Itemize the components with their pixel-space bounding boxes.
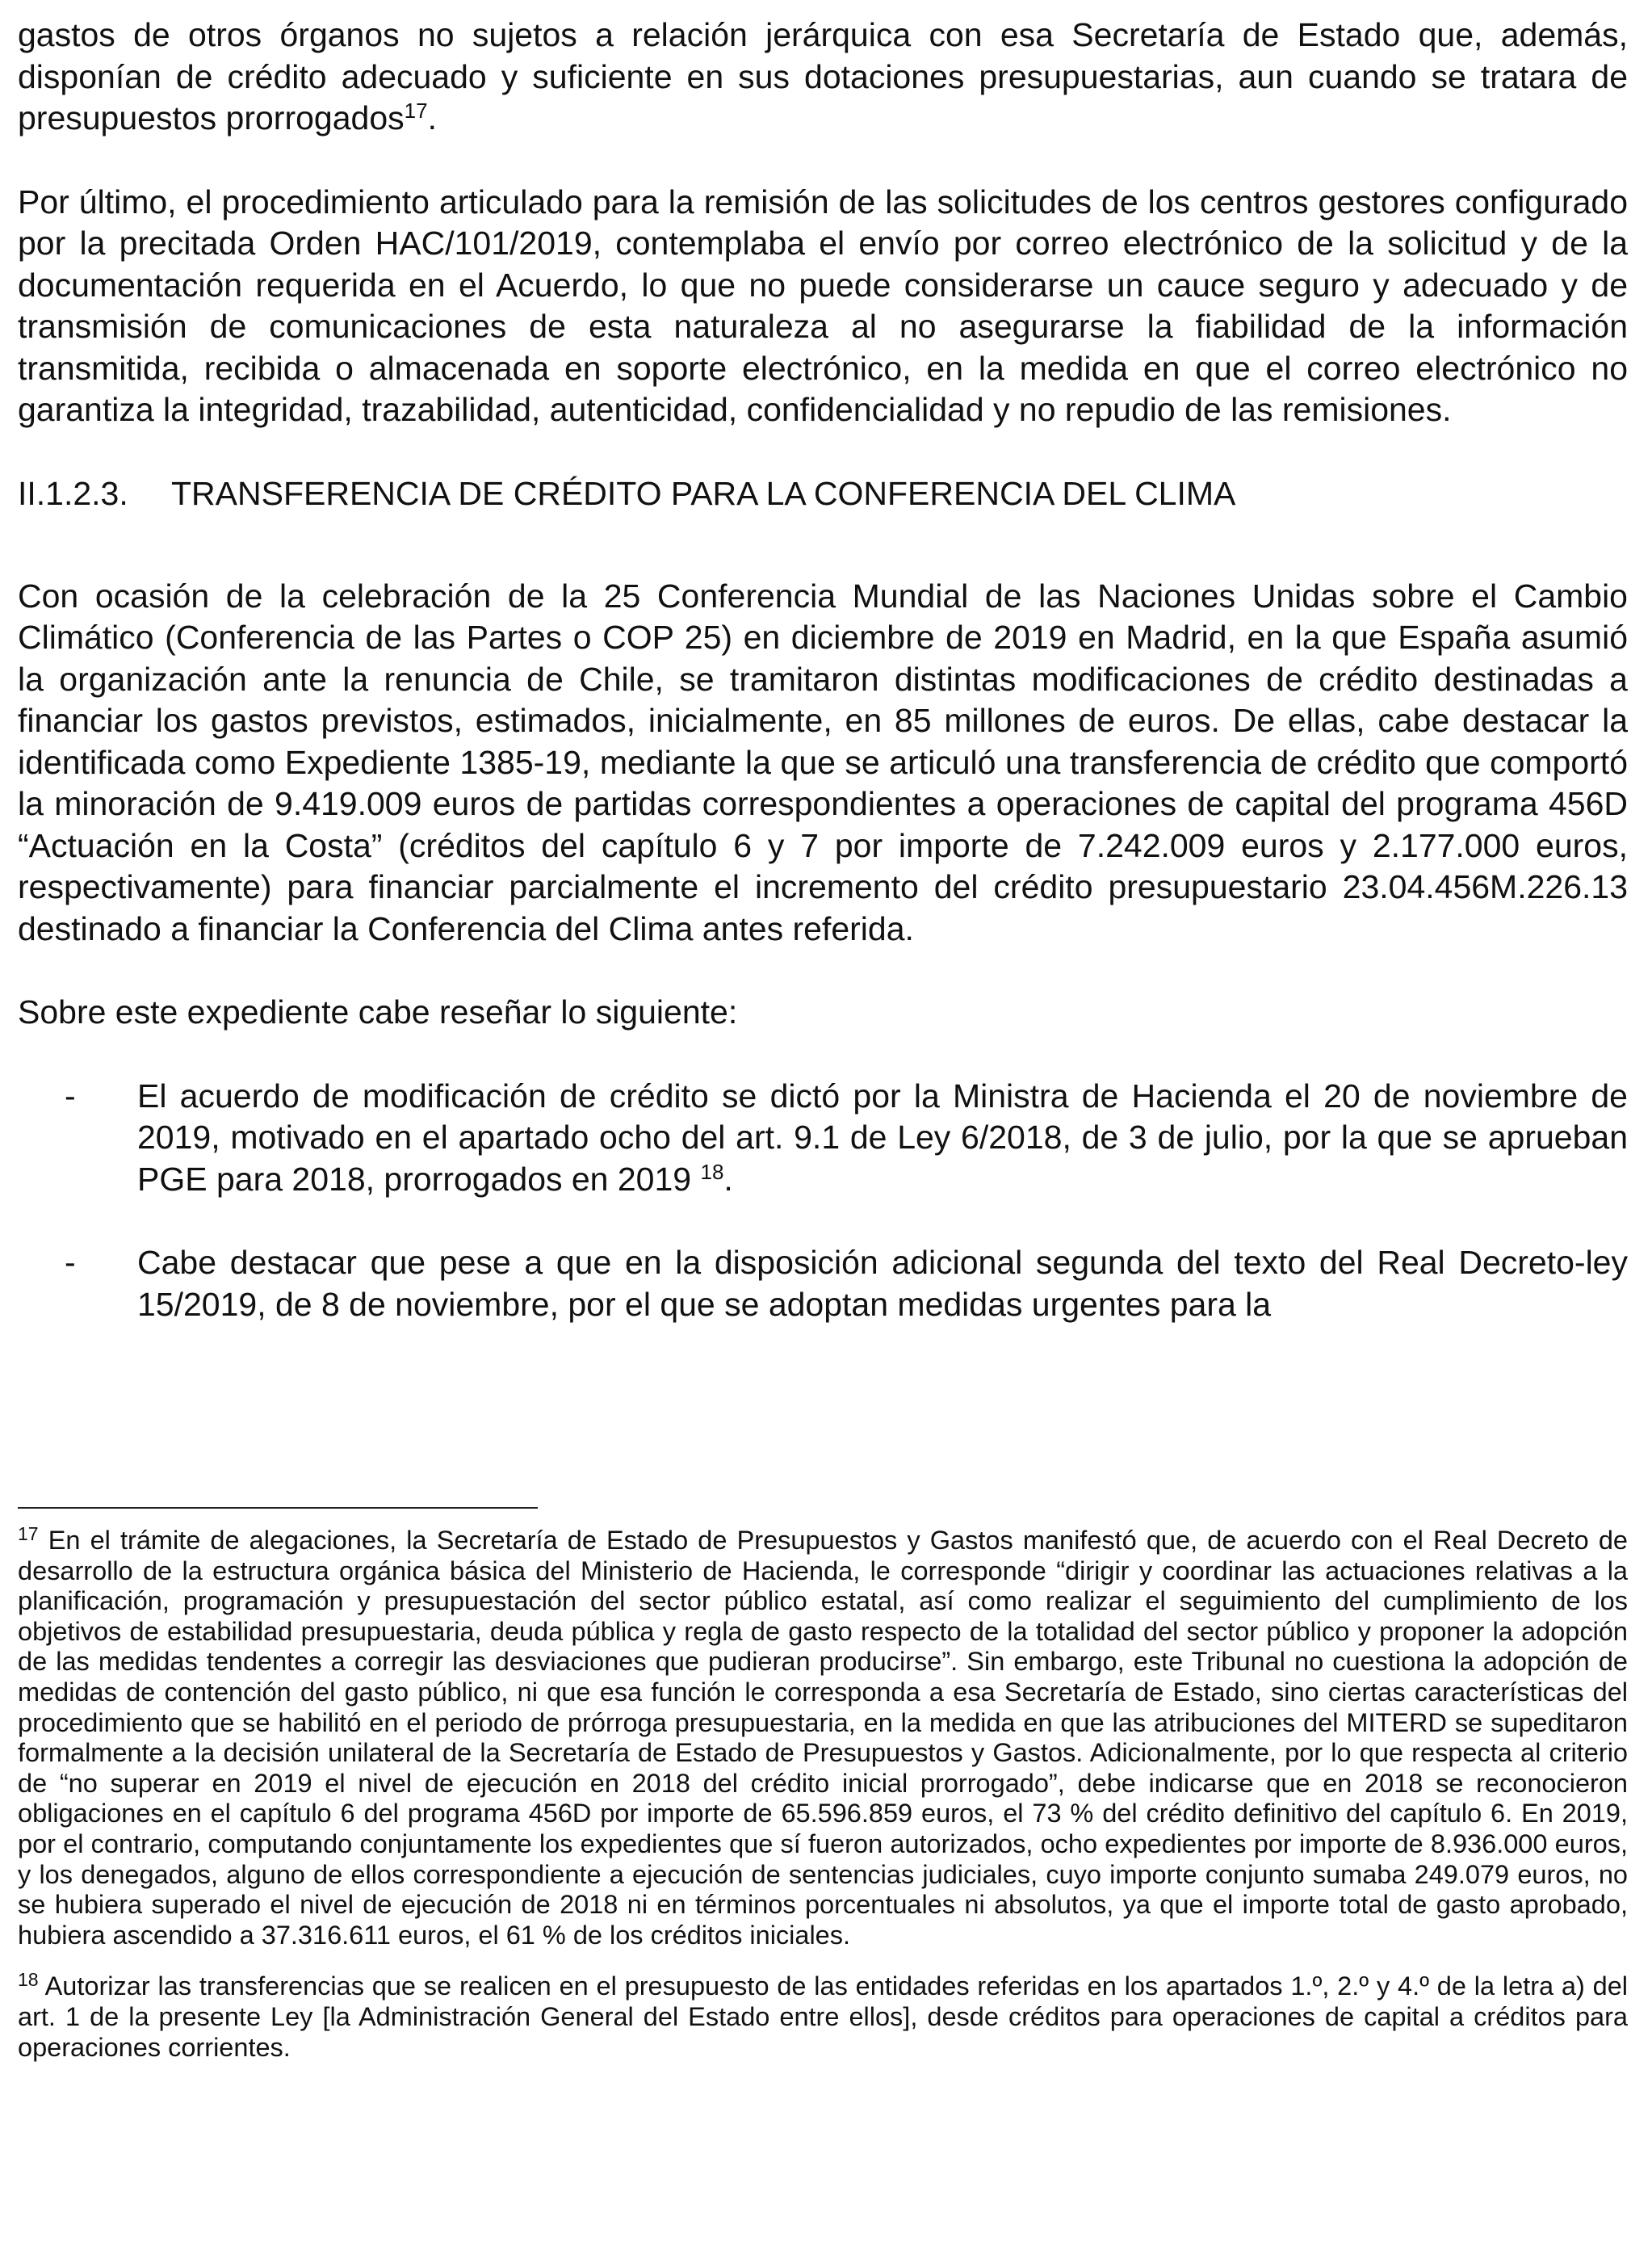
document-page xyxy=(18,15,1628,1325)
footnote-18-number: 18 xyxy=(18,1969,39,1991)
list-item-2-text: Cabe destacar que pese a que en la disposición adicional segunda del texto del Real Decreto-ley 15/2019, de 8 de noviembre, por el que se adoptan medidas urgentes para la xyxy=(137,1244,1628,1323)
footnote-separator xyxy=(18,1507,538,1509)
list-item-1-body: El acuerdo de modificación de crédito se dictó por la Ministra de Hacienda el 20 de noviembre de 2019, motivado en el apartado ocho del art. 9.1 de Ley 6/2018, de 3 de julio, por la que se aprueban PGE para 2018, prorrogados en 2019 xyxy=(137,1077,1628,1198)
paragraph-2: Por último, el procedimiento articulado para la remisión de las solicitudes de los centros gestores configurado por la precitada Orden HAC/101/2019, contemplaba el envío por correo electrónico de la solicitud y de la documentación requerida en el Acuerdo, lo que no puede considerarse un cauce seguro y adecuado y de transmisión de comunicaciones de esta naturaleza al no asegurarse la fiabilidad de la información transmitida, recibida o almacenada en soporte electrónico, en la medida en que el correo electrónico no garantiza la integridad, trazabilidad, autenticidad, confidencialidad y no repudio de las remisiones. xyxy=(18,183,1628,428)
list-bullet: - xyxy=(65,1077,76,1115)
list-item-1-end: . xyxy=(723,1160,733,1198)
footnote-ref-18[interactable]: 18 xyxy=(700,1159,724,1184)
paragraph-3: Con ocasión de la celebración de la 25 Conferencia Mundial de las Naciones Unidas sobre el Cambio Climático (Conferencia de las Partes o COP 25) en diciembre de 2019 en Madrid, en la que España asumió la organización ante la renuncia de Chile, se tramitaron distintas modificaciones de crédito destinadas a financiar los gastos previstos, estimados, inicialmente, en 85 millones de euros. De ellas, cabe destacar la identificada como Expediente 1385-19, mediante la que se articuló una transferencia de crédito que comportó la minoración de 9.419.009 euros de partidas correspondientes a operaciones de capital del programa 456D “Actuación en la Costa” (créditos del capítulo 6 y 7 por importe de 7.242.009 euros y 2.177.000 euros, respectivamente) para financiar parcialmente el incremento del crédito presupuestario 23.04.456M.226.13 destinado a financiar la Conferencia del Clima antes referida. xyxy=(18,577,1628,947)
section-heading xyxy=(18,473,1628,514)
paragraph-4: Sobre este expediente cabe reseñar lo siguiente: xyxy=(18,993,738,1031)
list-item-1-text xyxy=(137,1076,1628,1201)
paragraph-1-end: . xyxy=(427,99,437,136)
list-item xyxy=(18,1242,1628,1325)
footnote-18 xyxy=(18,1971,1628,2063)
section-number: II.1.2.3. xyxy=(18,474,128,512)
footnote-ref-17[interactable]: 17 xyxy=(404,99,428,123)
section-title: TRANSFERENCIA DE CRÉDITO PARA LA CONFERENCIA DEL CLIMA xyxy=(171,474,1236,512)
footnote-18-text: Autorizar las transferencias que se realicen en el presupuesto de las entidades referidas en los apartados 1.º, 2.º y 4.º de la letra a) del art. 1 de la presente Ley [la Administración General del Estado entre ellos], desde créditos para operaciones de capital a créditos para operaciones corrientes. xyxy=(18,1971,1628,2062)
footnote-17-number: 17 xyxy=(18,1523,39,1544)
paragraph-1 xyxy=(18,15,1628,140)
paragraph-1-text: gastos de otros órganos no sujetos a relación jerárquica con esa Secretaría de Estado que, además, disponían de crédito adecuado y suficiente en sus dotaciones presupuestarias, aun cuando se tratara de presupuestos prorrogados xyxy=(18,16,1628,136)
list-bullet: - xyxy=(65,1244,76,1281)
list-item xyxy=(18,1076,1628,1201)
footnotes xyxy=(18,1523,1628,2063)
footnote-17-text: En el trámite de alegaciones, la Secretaría de Estado de Presupuestos y Gastos manifestó que, de acuerdo con el Real Decreto de desarrollo de la estructura orgánica básica del Ministerio de Hacienda, le corresponde “dirigir y coordinar las actuaciones relativas a la planificación, programación y presupuestación del sector público estatal, así como realizar el seguimiento del cumplimiento de los objetivos de estabilidad presupuestaria, deuda pública y regla de gasto respecto de la totalidad del sector público y proponer la adopción de las medidas tendentes a corregir las desviaciones que pudieran producirse”. Sin embargo, este Tribunal no cuestiona la adopción de medidas de contención del gasto público, ni que esa función le corresponda a esa Secretaría de Estado, sino ciertas características del procedimiento que se habilitó en el periodo de prórroga presupuestaria, en la medida en que las atribuciones del MITERD se supeditaron formalmente a la decisión unilateral de la Secretaría de Estado de Presupuestos y Gastos. Adicionalmente, por lo que respecta al criterio de “no superar en 2019 el nivel de ejecución en 2018 del crédito inicial prorrogado”, debe indicarse que en 2018 se reconocieron obligaciones en el capítulo 6 del programa 456D por importe de 65.596.859 euros, el 73 % del crédito definitivo del capítulo 6. En 2019, por el contrario, computando conjuntamente los expedientes que sí fueron autorizados, ocho expedientes por importe de 8.936.000 euros, y los denegados, alguno de ellos correspondiente a ejecución de sentencias judiciales, cuyo importe conjunto sumaba 249.079 euros, no se hubiera superado el nivel de ejecución de 2018 ni en términos porcentuales ni absolutos, ya que el importe total de gasto aprobado, hubiera ascendido a 37.316.611 euros, el 61 % de los créditos iniciales. xyxy=(18,1526,1628,1950)
footnote-17 xyxy=(18,1523,1628,1950)
